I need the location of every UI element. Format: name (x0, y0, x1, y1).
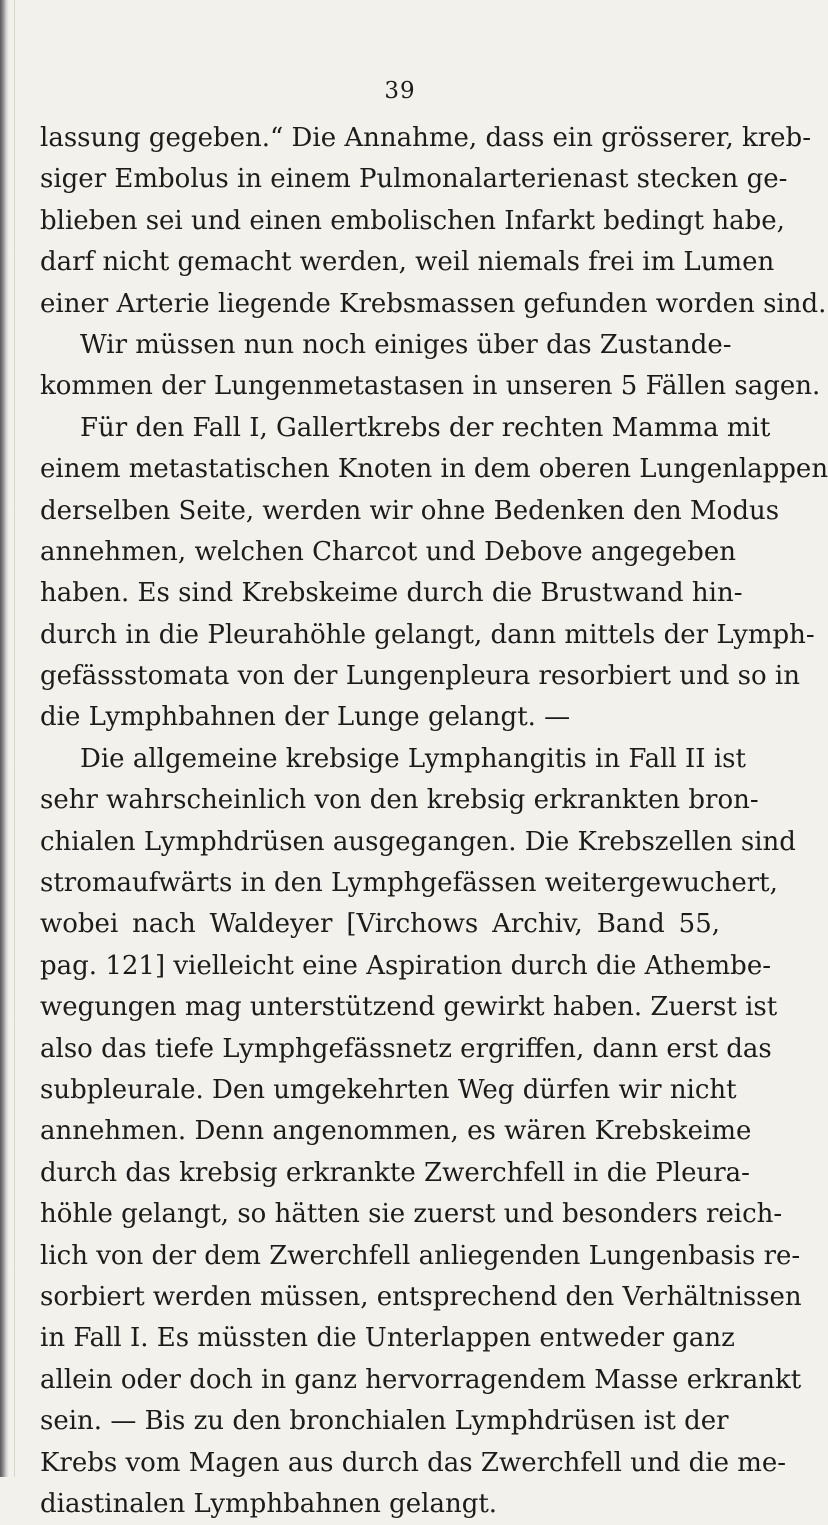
text-line: lassung gegeben.“ Die Annahme, dass ein grösserer, kreb- (40, 123, 811, 153)
text-line: pag. 121] vielleicht eine Aspiration durch die Athembe- (40, 950, 771, 981)
text-line: siger Embolus in einem Pulmonalarterienast stecken ge- (40, 164, 788, 195)
text-line: die Lymphbahnen der Lunge gelangt. — (40, 702, 571, 733)
text-line: sein. — Bis zu den bronchialen Lymphdrüsen ist der (40, 1406, 729, 1437)
text-line: gefässstomata von der Lungenpleura resorbiert und so in (40, 661, 800, 692)
text-line: subpleurale. Den umgekehrten Weg dürfen wir nicht (40, 1074, 737, 1105)
text-line: diastinalen Lymphbahnen gelangt. (40, 1488, 498, 1519)
text-line: Krebs vom Magen aus durch das Zwerchfell und die me- (40, 1447, 787, 1478)
text-line: wegungen mag unterstützend gewirkt haben. Zuerst ist (40, 992, 778, 1023)
text-line: stromaufwärts in den Lymphgefässen weitergewuchert, (40, 868, 778, 899)
text-line: haben. Es sind Krebskeime durch die Brustwand hin- (40, 578, 743, 609)
text-line: annehmen. Denn angenommen, es wären Krebskeime (40, 1116, 752, 1147)
text-line: höhle gelangt, so hätten sie zuerst und besonders reich- (40, 1199, 783, 1230)
text-line: sehr wahrscheinlich von den krebsig erkrankten bron- (40, 785, 759, 816)
text-line: also das tiefe Lymphgefässnetz ergriffen, dann erst das (40, 1033, 772, 1064)
text-line: annehmen, welchen Charcot und Debove angegeben (40, 536, 736, 567)
text-line: einem metastatischen Knoten in dem oberen Lungenlappen (40, 454, 828, 485)
text-line: durch das krebsig erkrankte Zwerchfell in die Pleura- (40, 1157, 750, 1188)
text-line: chialen Lymphdrüsen ausgegangen. Die Krebszellen sind (40, 826, 796, 857)
text-line: blieben sei und einen embolischen Infarkt bedingt habe, (40, 205, 785, 236)
page-edge-shadow (0, 0, 9, 1477)
page-number: 39 (384, 78, 416, 104)
text-line: lich von der dem Zwerchfell anliegenden Lungenbasis re- (40, 1240, 801, 1271)
text-line: wobei nach Waldeyer [Virchows Archiv, Band 55, (40, 909, 720, 940)
text-line: in Fall I. Es müssten die Unterlappen entweder ganz (40, 1323, 735, 1354)
text-line: sorbiert werden müssen, entsprechend den Verhältnissen (40, 1281, 802, 1312)
body-text (40, 118, 828, 1525)
text-line: durch in die Pleurahöhle gelangt, dann mittels der Lymph- (40, 619, 815, 650)
page-gutter-line (14, 0, 15, 1477)
text-line: derselben Seite, werden wir ohne Bedenken den Modus (40, 495, 780, 526)
text-line: darf nicht gemacht werden, weil niemals frei im Lumen (40, 247, 775, 278)
text-line: Für den Fall I, Gallertkrebs der rechten Mamma mit (80, 412, 771, 443)
text-line: Wir müssen nun noch einiges über das Zustande- (80, 329, 732, 360)
text-line: kommen der Lungenmetastasen in unseren 5 Fällen sagen. (40, 371, 821, 402)
text-line: allein oder doch in ganz hervorragendem Masse erkrankt (40, 1364, 802, 1395)
text-line: einer Arterie liegende Krebsmassen gefunden worden sind. (40, 288, 827, 319)
text-line: Die allgemeine krebsige Lymphangitis in Fall II ist (80, 743, 746, 774)
